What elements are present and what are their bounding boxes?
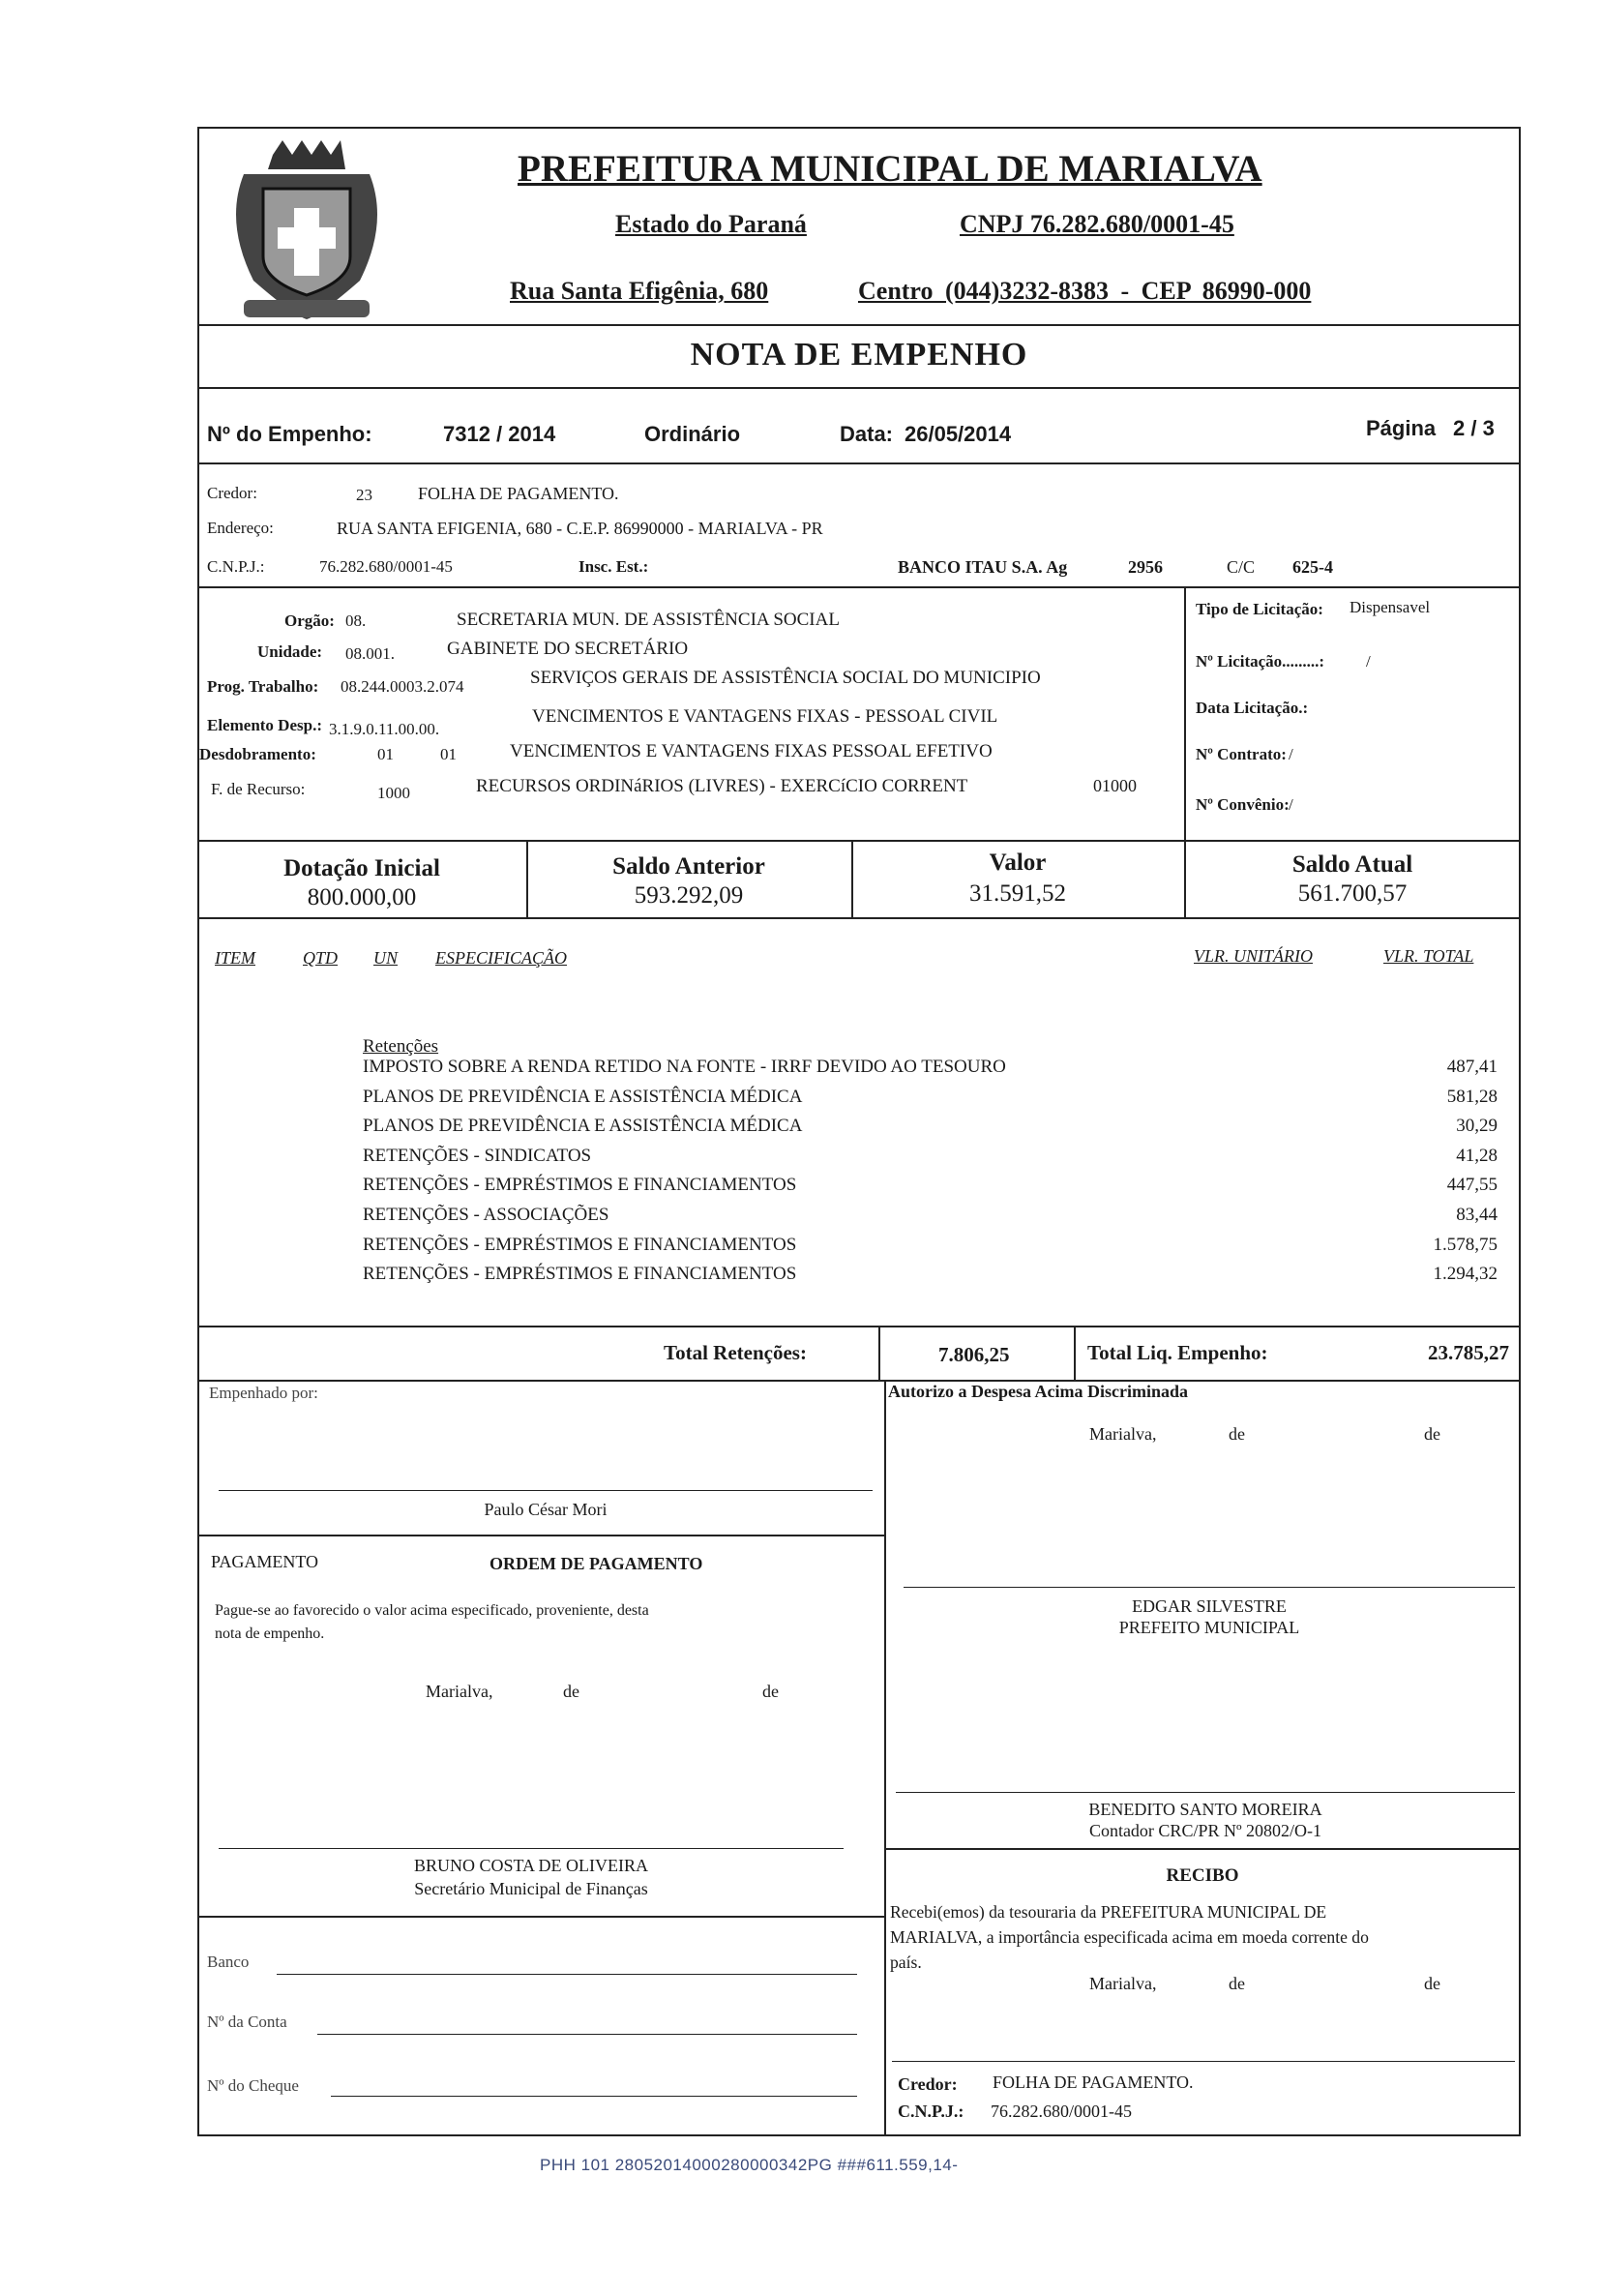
empenhado-nome: Paulo César Mori bbox=[484, 1500, 608, 1519]
valor-value: 31.591,52 bbox=[969, 880, 1066, 907]
orgao: SECRETARIA MUN. DE ASSISTÊNCIA SOCIAL bbox=[457, 610, 840, 630]
licitacao-num-label: Nº Licitação.........: bbox=[1196, 652, 1325, 671]
credor-address-label: Endereço: bbox=[207, 519, 274, 537]
retencao-value: 41,28 bbox=[1456, 1146, 1498, 1166]
retencao-value: 581,28 bbox=[1446, 1087, 1498, 1107]
empenho-number-label: Nº do Empenho: bbox=[207, 422, 372, 446]
saldo-anterior-value: 593.292,09 bbox=[634, 882, 744, 909]
divider bbox=[197, 1326, 1521, 1327]
credor-cc: 625-4 bbox=[1292, 557, 1333, 577]
divider bbox=[197, 324, 1521, 326]
recurso-label: F. de Recurso: bbox=[211, 780, 306, 798]
elemento-label: Elemento Desp.: bbox=[207, 716, 322, 734]
unidade-code: 08.001. bbox=[345, 644, 395, 663]
empenho-date-label: Data: bbox=[840, 422, 894, 446]
page-number: 2 / 3 bbox=[1453, 416, 1495, 440]
valor-label: Valor bbox=[989, 850, 1047, 876]
signature-line bbox=[896, 1792, 1515, 1793]
recibo-de-1: de bbox=[1229, 1974, 1245, 1993]
convenio: / bbox=[1289, 795, 1293, 814]
conta-label: Nº da Conta bbox=[207, 2013, 287, 2031]
contrato: / bbox=[1289, 745, 1293, 763]
pague-de-1: de bbox=[563, 1682, 579, 1701]
retencao-desc: RETENÇÕES - ASSOCIAÇÕES bbox=[363, 1205, 609, 1225]
empenho-date: 26/05/2014 bbox=[905, 422, 1012, 446]
recibo-text-1: Recebi(emos) da tesouraria da PREFEITURA MUNICIPAL DE bbox=[890, 1902, 1327, 1922]
credor-name: FOLHA DE PAGAMENTO. bbox=[418, 484, 619, 503]
signature-line bbox=[904, 1587, 1515, 1588]
credor-label: Credor: bbox=[207, 484, 257, 502]
pagamento-label: PAGAMENTO bbox=[211, 1552, 319, 1571]
total-liquido-label: Total Liq. Empenho: bbox=[1087, 1341, 1268, 1364]
credor-code: 23 bbox=[356, 486, 372, 504]
credor-cnpj: 76.282.680/0001-45 bbox=[319, 557, 453, 576]
elemento-code: 3.1.9.0.11.00.00. bbox=[329, 720, 440, 738]
recibo-cnpj-label: C.N.P.J.: bbox=[898, 2102, 964, 2121]
divider bbox=[197, 1535, 884, 1536]
empenho-type: Ordinário bbox=[644, 422, 741, 446]
secretario-cargo: Secretário Municipal de Finanças bbox=[414, 1879, 648, 1898]
elemento: VENCIMENTOS E VANTAGENS FIXAS - PESSOAL CIVIL bbox=[532, 706, 998, 727]
prog: SERVIÇOS GERAIS DE ASSISTÊNCIA SOCIAL DO MUNICIPIO bbox=[530, 668, 1041, 688]
banco-label: Banco bbox=[207, 1953, 250, 1971]
divider bbox=[878, 1326, 880, 1380]
ordem-pagamento-label: ORDEM DE PAGAMENTO bbox=[490, 1554, 703, 1573]
retencao-desc: IMPOSTO SOBRE A RENDA RETIDO NA FONTE - IRRF DEVIDO AO TESOURO bbox=[363, 1057, 1006, 1077]
pague-de-2: de bbox=[762, 1682, 779, 1701]
retencao-desc: PLANOS DE PREVIDÊNCIA E ASSISTÊNCIA MÉDICA bbox=[363, 1087, 803, 1107]
cheque-label: Nº do Cheque bbox=[207, 2076, 299, 2095]
banco-line[interactable] bbox=[277, 1974, 857, 1975]
pague-local: Marialva, bbox=[426, 1682, 493, 1701]
divider bbox=[197, 387, 1521, 389]
header-title: PREFEITURA MUNICIPAL DE MARIALVA bbox=[518, 148, 1262, 190]
header-phone-cep: Centro (044)3232-8383 - CEP 86990-000 bbox=[858, 277, 1312, 305]
licitacao-data-label: Data Licitação.: bbox=[1196, 699, 1309, 717]
credor-bank: BANCO ITAU S.A. Ag bbox=[898, 557, 1068, 577]
divider bbox=[197, 840, 1521, 842]
retencao-value: 487,41 bbox=[1446, 1057, 1498, 1077]
autorizo-local: Marialva, bbox=[1089, 1424, 1157, 1444]
conta-line[interactable] bbox=[317, 2034, 857, 2035]
saldo-atual-value: 561.700,57 bbox=[1297, 880, 1408, 907]
page-label: Página bbox=[1366, 416, 1437, 440]
convenio-label: Nº Convênio: bbox=[1196, 795, 1290, 814]
licitacao-tipo: Dispensavel bbox=[1350, 598, 1431, 616]
desdobramento-a: 01 bbox=[377, 745, 394, 763]
divider bbox=[197, 586, 1521, 588]
col-qtd: QTD bbox=[303, 948, 339, 968]
prefeito-nome: EDGAR SILVESTRE bbox=[1132, 1596, 1287, 1616]
recibo-de-2: de bbox=[1424, 1974, 1440, 1993]
recurso-num: 01000 bbox=[1093, 776, 1137, 795]
retencao-desc: RETENÇÕES - EMPRÉSTIMOS E FINANCIAMENTOS bbox=[363, 1264, 797, 1284]
retencao-value: 30,29 bbox=[1456, 1116, 1498, 1136]
dotacao-value: 800.000,00 bbox=[307, 884, 417, 910]
header-address: Rua Santa Efigênia, 680 bbox=[510, 277, 769, 305]
recibo-text-2: MARIALVA, a importância especificada acima em moeda corrente do bbox=[890, 1927, 1369, 1947]
autorizo-de-1: de bbox=[1229, 1424, 1245, 1444]
credor-cnpj-label: C.N.P.J.: bbox=[207, 557, 265, 576]
retencao-value: 83,44 bbox=[1456, 1205, 1498, 1225]
unidade-label: Unidade: bbox=[257, 642, 323, 661]
coat-of-arms-logo bbox=[205, 135, 408, 329]
retencoes-title: Retenções bbox=[363, 1036, 439, 1057]
recibo-local: Marialva, bbox=[1089, 1974, 1157, 1993]
empenhado-label: Empenhado por: bbox=[209, 1384, 318, 1402]
divider bbox=[197, 1916, 884, 1918]
orgao-code: 08. bbox=[345, 611, 367, 630]
recibo-credor-nome: FOLHA DE PAGAMENTO. bbox=[993, 2072, 1194, 2092]
saldo-anterior-label: Saldo Anterior bbox=[612, 853, 765, 880]
col-vlr-unitario: VLR. UNITÁRIO bbox=[1194, 946, 1313, 966]
divider bbox=[197, 1380, 1521, 1382]
autorizo: Autorizo a Despesa Acima Discriminada bbox=[888, 1382, 1188, 1401]
contador-nome: BENEDITO SANTO MOREIRA bbox=[1088, 1800, 1322, 1819]
col-item: ITEM bbox=[215, 948, 255, 968]
recurso: RECURSOS ORDINáRIOS (LIVRES) - EXERCíCIO CORRENT bbox=[476, 776, 968, 796]
recibo-text-3: país. bbox=[890, 1953, 922, 1972]
licitacao-tipo-label: Tipo de Licitação: bbox=[1196, 600, 1323, 618]
recurso-code: 1000 bbox=[377, 784, 410, 802]
autorizo-de-2: de bbox=[1424, 1424, 1440, 1444]
empenho-number: 7312 / 2014 bbox=[443, 422, 556, 446]
prog-label: Prog. Trabalho: bbox=[207, 677, 319, 696]
desdobramento-b: 01 bbox=[440, 745, 457, 763]
dotacao-label: Dotação Inicial bbox=[283, 855, 440, 881]
prog-code: 08.244.0003.2.074 bbox=[341, 677, 464, 696]
divider bbox=[884, 1848, 1521, 1850]
total-retencoes-label: Total Retenções: bbox=[664, 1341, 807, 1364]
prefeito-cargo: PREFEITO MUNICIPAL bbox=[1118, 1618, 1300, 1637]
licitacao-num: / bbox=[1366, 652, 1371, 671]
saldo-atual-label: Saldo Atual bbox=[1291, 851, 1413, 878]
retencao-desc: RETENÇÕES - EMPRÉSTIMOS E FINANCIAMENTOS bbox=[363, 1235, 797, 1255]
divider bbox=[197, 462, 1521, 464]
credor-address: RUA SANTA EFIGENIA, 680 - C.E.P. 86990000 - MARIALVA - PR bbox=[337, 519, 823, 538]
divider bbox=[1074, 1326, 1076, 1380]
doc-title: NOTA DE EMPENHO bbox=[690, 337, 1028, 373]
credor-cc-label: C/C bbox=[1227, 557, 1256, 577]
secretario-nome: BRUNO COSTA DE OLIVEIRA bbox=[413, 1856, 649, 1875]
signature-line bbox=[219, 1848, 844, 1849]
col-especificacao: ESPECIFICAÇÃO bbox=[435, 948, 567, 968]
cheque-line[interactable] bbox=[331, 2096, 857, 2097]
signature-line bbox=[219, 1490, 873, 1491]
col-un: UN bbox=[373, 948, 399, 968]
retencao-value: 447,55 bbox=[1446, 1175, 1498, 1195]
retencao-value: 1.294,32 bbox=[1433, 1264, 1498, 1284]
retencao-desc: PLANOS DE PREVIDÊNCIA E ASSISTÊNCIA MÉDICA bbox=[363, 1116, 803, 1136]
pague-text: Pague-se ao favorecido o valor acima especificado, proveniente, desta bbox=[215, 1602, 649, 1619]
credor-agency: 2956 bbox=[1128, 557, 1163, 577]
footer-code: PHH 101 28052014000280000342PG ###611.559,14- bbox=[540, 2156, 959, 2174]
divider bbox=[1184, 586, 1186, 840]
total-retencoes: 7.806,25 bbox=[938, 1343, 1010, 1366]
contador-cargo: Contador CRC/PR Nº 20802/O-1 bbox=[1088, 1821, 1322, 1840]
header-cnpj: CNPJ 76.282.680/0001-45 bbox=[960, 210, 1234, 238]
pague-text-2: nota de empenho. bbox=[215, 1625, 325, 1642]
signature-line bbox=[892, 2061, 1515, 2062]
desdobramento: VENCIMENTOS E VANTAGENS FIXAS PESSOAL EFETIVO bbox=[510, 741, 993, 761]
col-vlr-total: VLR. TOTAL bbox=[1383, 946, 1474, 966]
divider bbox=[884, 1380, 886, 2136]
credor-insc-label: Insc. Est.: bbox=[578, 557, 649, 576]
retencao-desc: RETENÇÕES - SINDICATOS bbox=[363, 1146, 592, 1166]
recibo-cnpj: 76.282.680/0001-45 bbox=[991, 2102, 1132, 2121]
divider bbox=[197, 917, 1521, 919]
contrato-label: Nº Contrato: bbox=[1196, 745, 1287, 763]
unidade: GABINETE DO SECRETÁRIO bbox=[447, 639, 689, 659]
orgao-label: Orgão: bbox=[284, 611, 335, 630]
recibo-title: RECIBO bbox=[1166, 1865, 1239, 1886]
desdobramento-label: Desdobramento: bbox=[199, 745, 316, 763]
recibo-credor-label: Credor: bbox=[898, 2074, 958, 2094]
retencao-desc: RETENÇÕES - EMPRÉSTIMOS E FINANCIAMENTOS bbox=[363, 1175, 797, 1195]
retencao-value: 1.578,75 bbox=[1433, 1235, 1498, 1255]
total-liquido: 23.785,27 bbox=[1428, 1341, 1509, 1364]
header-state: Estado do Paraná bbox=[615, 210, 807, 238]
